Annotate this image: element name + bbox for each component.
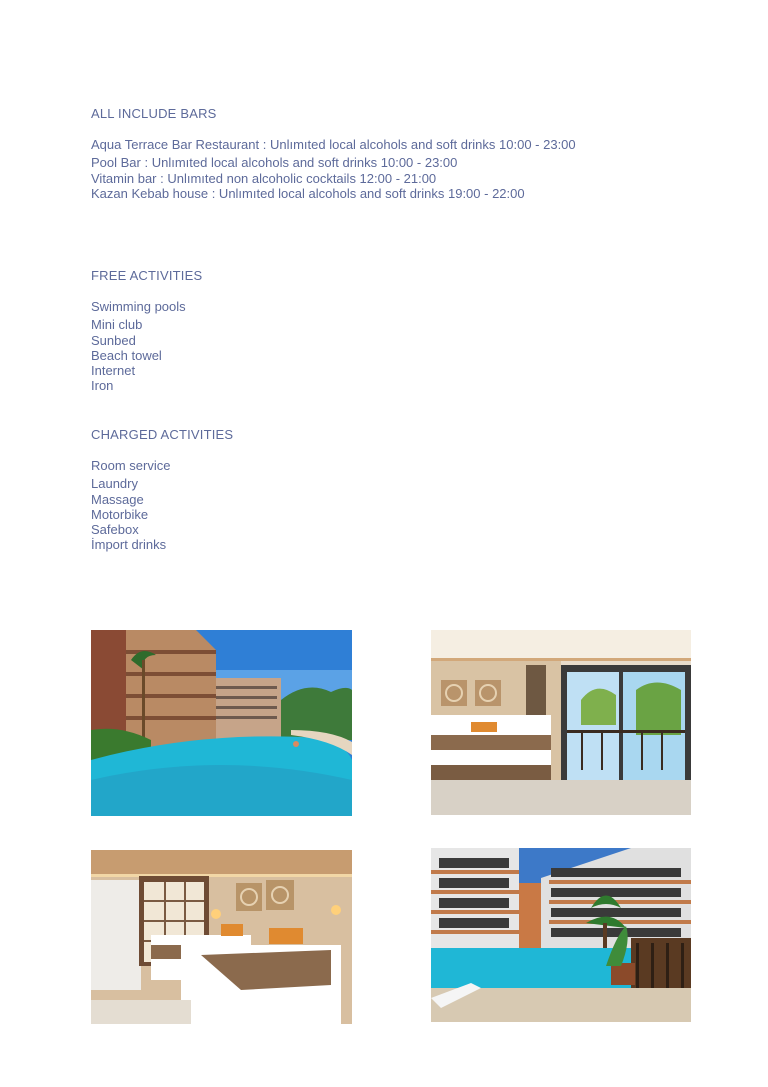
list-item: Safebox [91, 522, 139, 538]
twin-bedroom-photo [91, 850, 352, 1024]
bedroom-balcony-photo [431, 630, 691, 815]
list-item: Iron [91, 378, 114, 394]
bars-title: ALL INCLUDE BARS [91, 106, 217, 121]
list-item: Aqua Terrace Bar Restaurant : Unlımıted local alcohols and soft drinks 10:00 - 23:00 [91, 137, 576, 152]
free-activities-title: FREE ACTIVITIES [91, 268, 203, 283]
list-item: Laundry [91, 476, 138, 492]
bars-list [91, 137, 576, 201]
charged-activities-list [91, 458, 170, 553]
list-item: Motorbike [91, 506, 149, 522]
list-item: Kazan Kebab house : Unlımıted local alcohols and soft drinks 19:00 - 22:00 [91, 185, 525, 201]
list-item: Pool Bar : Unlımıted local alcohols and soft drinks 10:00 - 23:00 [91, 155, 458, 171]
list-item: İmport drinks [91, 537, 167, 553]
list-item: Sunbed [91, 332, 136, 348]
list-item: Mini club [91, 317, 143, 333]
free-activities-list [91, 299, 186, 394]
list-item: Vitamin bar : Unlımıted non alcoholic cocktails 12:00 - 21:00 [91, 170, 437, 186]
list-item: Room service [91, 458, 171, 473]
list-item: Swimming pools [91, 299, 186, 314]
list-item: Massage [91, 491, 144, 507]
pool-photo [91, 630, 352, 816]
charged-activities-title: CHARGED ACTIVITIES [91, 427, 234, 442]
list-item: Beach towel [91, 347, 162, 363]
list-item: Internet [91, 363, 136, 379]
courtyard-pool-photo [431, 848, 691, 1022]
